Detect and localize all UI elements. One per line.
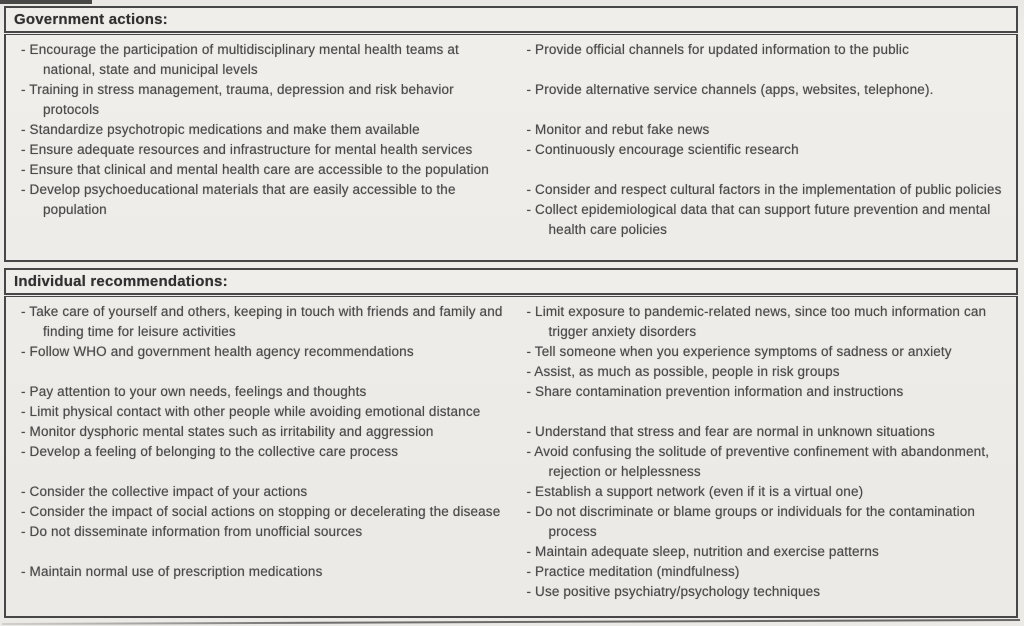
list-item: - Avoid confusing the solitude of preventive confinement with abandonment, rejection or helplessness	[526, 444, 990, 479]
list-item: - Develop psychoeducational materials that are easily accessible to the population	[21, 182, 456, 217]
list-item: - Maintain normal use of prescription medications	[21, 564, 323, 579]
list-item: - Establish a support network (even if it is a virtual one)	[526, 484, 864, 499]
list-item: - Encourage the participation of multidisciplinary mental health teams at national, state and municipal levels	[21, 42, 459, 77]
list-item: - Collect epidemiological data that can support future prevention and mental health care policies	[526, 202, 991, 237]
section-body-government	[4, 34, 1018, 262]
government-right-column	[519, 40, 1009, 260]
list-item: - Develop a feeling of belonging to the collective care process	[21, 444, 399, 459]
list-item: - Consider and respect cultural factors in the implementation of public policies	[526, 182, 1002, 197]
list-item: - Pay attention to your own needs, feelings and thoughts	[21, 384, 367, 399]
list-item: - Share contamination prevention information and instructions	[526, 384, 904, 399]
list-item: - Tell someone when you experience symptoms of sadness or anxiety	[526, 344, 952, 359]
section-header-government	[4, 6, 1018, 33]
list-item: - Use positive psychiatry/psychology techniques	[526, 584, 821, 599]
scan-artifact-bottom	[2, 619, 1020, 625]
list-item: - Limit physical contact with other people while avoiding emotional distance	[21, 404, 481, 419]
section-title: Government actions:	[14, 11, 168, 28]
list-item: - Understand that stress and fear are normal in unknown situations	[526, 424, 935, 439]
scan-artifact-top	[0, 0, 92, 4]
government-left-column	[13, 40, 503, 260]
list-item: - Do not disseminate information from unofficial sources	[21, 524, 363, 539]
section-body-individual	[4, 296, 1018, 618]
individual-right-column	[519, 302, 1009, 616]
section-government-actions	[4, 6, 1018, 262]
list-item: - Ensure adequate resources and infrastructure for mental health services	[21, 142, 473, 157]
list-item: - Do not discriminate or blame groups or individuals for the contamination process	[526, 504, 976, 539]
list-item: - Provide official channels for updated information to the public	[526, 42, 909, 57]
list-item: - Practice meditation (mindfulness)	[526, 564, 740, 579]
list-item: - Standardize psychotropic medications and make them available	[21, 122, 420, 137]
section-header-individual	[4, 268, 1018, 295]
list-item: - Continuously encourage scientific research	[526, 142, 799, 157]
list-item: - Maintain adequate sleep, nutrition and exercise patterns	[526, 544, 879, 559]
list-item: - Consider the collective impact of your actions	[21, 484, 308, 499]
list-item: - Limit exposure to pandemic-related news, since too much information can trigger anxiety disorders	[526, 304, 987, 339]
section-individual-recommendations	[4, 268, 1018, 618]
list-item: - Provide alternative service channels (apps, websites, telephone).	[526, 82, 934, 97]
list-item: - Assist, as much as possible, people in risk groups	[526, 364, 840, 379]
list-item: - Ensure that clinical and mental health care are accessible to the population	[21, 162, 489, 177]
list-item: - Monitor dysphoric mental states such as irritability and aggression	[21, 424, 434, 439]
section-title: Individual recommendations:	[14, 273, 228, 290]
list-item: - Follow WHO and government health agency recommendations	[21, 344, 414, 359]
list-item: - Take care of yourself and others, keeping in touch with friends and family and finding time for leisure activities	[21, 304, 503, 339]
list-item: - Consider the impact of social actions on stopping or decelerating the disease	[21, 504, 501, 519]
list-item: - Monitor and rebut fake news	[526, 122, 710, 137]
individual-left-column	[13, 302, 503, 616]
list-item: - Training in stress management, trauma, depression and risk behavior protocols	[21, 82, 454, 117]
